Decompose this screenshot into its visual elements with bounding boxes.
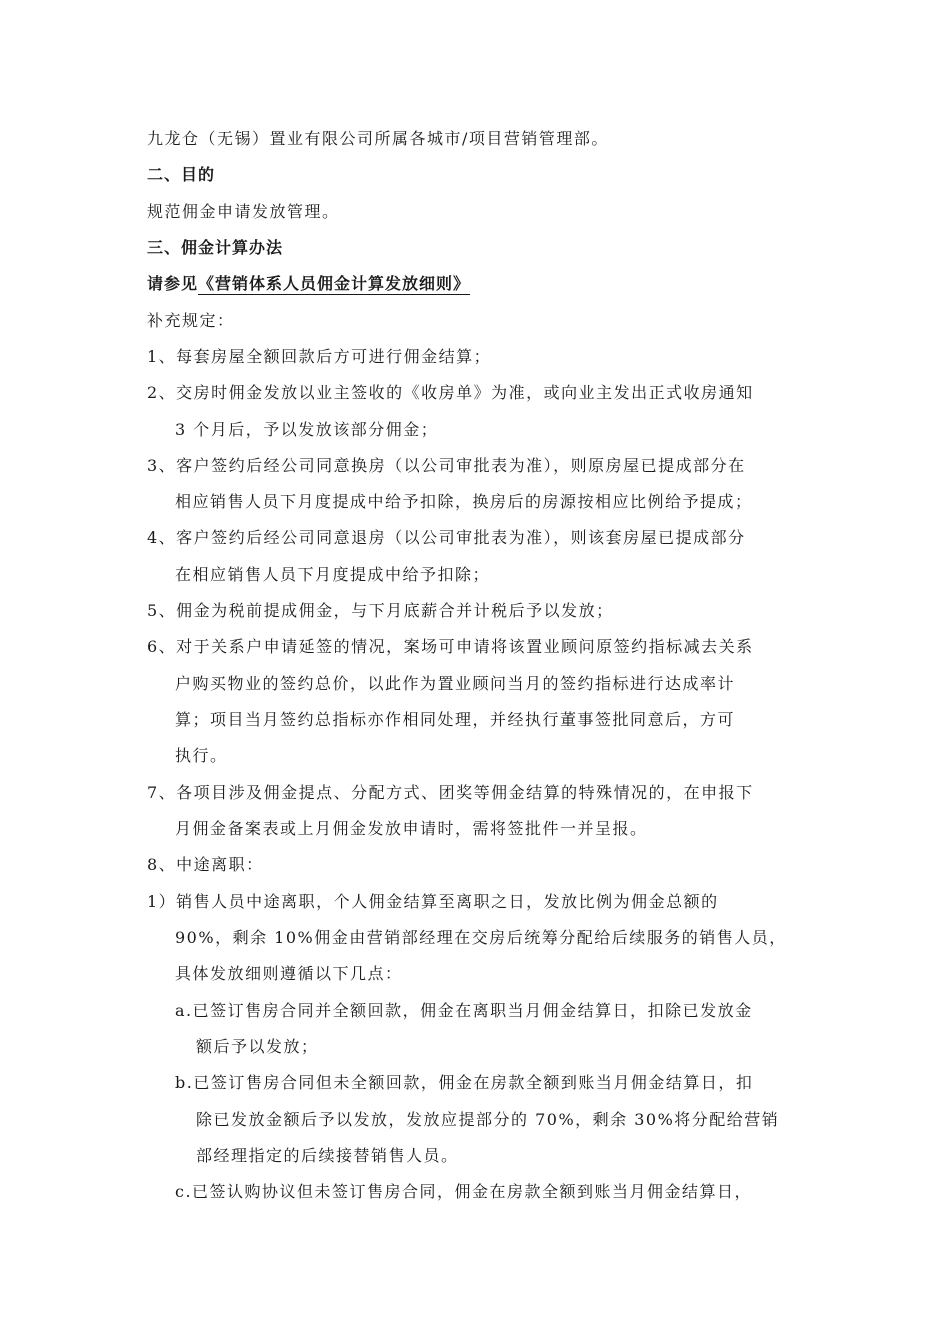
section-heading-commission-method: 三、佣金计算办法: [147, 238, 284, 257]
sub-item-c-line-1: c.已签认购协议但未签订售房合同，佣金在房款全额到账当月佣金结算日，: [175, 1182, 753, 1201]
rule-6-line-2: 户购买物业的签约总价，以此作为置业顾问当月的签约指标进行达成率计: [175, 674, 736, 693]
reference-prefix: 请参见: [147, 274, 199, 293]
rule-2-line-1: 2、交房时佣金发放以业主签收的《收房单》为准，或向业主发出正式收房通知: [147, 383, 754, 402]
rule-2-line-2: 3 个月后，予以发放该部分佣金；: [175, 420, 439, 439]
rule-6-line-3: 算；项目当月签约总指标亦作相同处理，并经执行董事签批同意后，方可: [175, 710, 736, 729]
sub-item-a-line-2: 额后予以发放；: [196, 1037, 319, 1056]
rule-7-line-1: 7、各项目涉及佣金提点、分配方式、团奖等佣金结算的特殊情况的，在申报下: [147, 783, 754, 802]
sub-item-a-line-1: a.已签订售房合同并全额回款，佣金在离职当月佣金结算日，扣除已发放金: [175, 1001, 753, 1020]
scope-text: 九龙仓（无锡）置业有限公司所属各城市/项目营销管理部。: [147, 129, 609, 148]
supplement-label: 补充规定：: [147, 311, 235, 330]
rule-4-line-1: 4、客户签约后经公司同意退房（以公司审批表为准），则该套房屋已提成部分: [147, 528, 746, 547]
resignation-item-1-line-2: 90%，剩余 10%佣金由营销部经理在交房后统筹分配给后续服务的销售人员，: [175, 928, 787, 947]
section-heading-purpose: 二、目的: [147, 165, 216, 184]
sub-item-b-line-1: b.已签订售房合同但未全额回款，佣金在房款全额到账当月佣金结算日，扣: [175, 1073, 754, 1092]
sub-item-b-line-3: 部经理指定的后续接替销售人员。: [196, 1146, 459, 1165]
reference-line: [147, 274, 470, 294]
rule-6-line-1: 6、对于关系户申请延签的情况，案场可申请将该置业顾问原签约指标减去关系: [147, 637, 754, 656]
resignation-item-1-line-3: 具体发放细则遵循以下几点：: [175, 964, 403, 983]
rule-4-line-2: 在相应销售人员下月度提成中给予扣除；: [175, 565, 491, 584]
rule-5-line-1: 5、佣金为税前提成佣金，与下月底薪合并计税后予以发放；: [147, 601, 614, 620]
reference-document-link[interactable]: 《营销体系人员佣金计算发放细则》: [198, 274, 471, 293]
rule-3-line-1: 3、客户签约后经公司同意换房（以公司审批表为准），则原房屋已提成部分在: [147, 456, 746, 475]
sub-item-b-line-2: 除已发放金额后予以发放，发放应提部分的 70%，剩余 30%将分配给营销: [196, 1110, 780, 1129]
purpose-text: 规范佣金申请发放管理。: [147, 202, 340, 221]
rule-7-line-2: 月佣金备案表或上月佣金发放申请时，需将签批件一并呈报。: [175, 819, 648, 838]
resignation-item-1-line-1: 1）销售人员中途离职，个人佣金结算至离职之日，发放比例为佣金总额的: [147, 892, 719, 911]
rule-1-line-1: 1、每套房屋全额回款后方可进行佣金结算；: [147, 347, 492, 366]
rule-6-line-4: 执行。: [175, 746, 228, 765]
rule-3-line-2: 相应销售人员下月度提成中给予扣除，换房后的房源按相应比例给予提成；: [175, 492, 753, 511]
rule-8-line-1: 8、中途离职：: [147, 855, 264, 874]
